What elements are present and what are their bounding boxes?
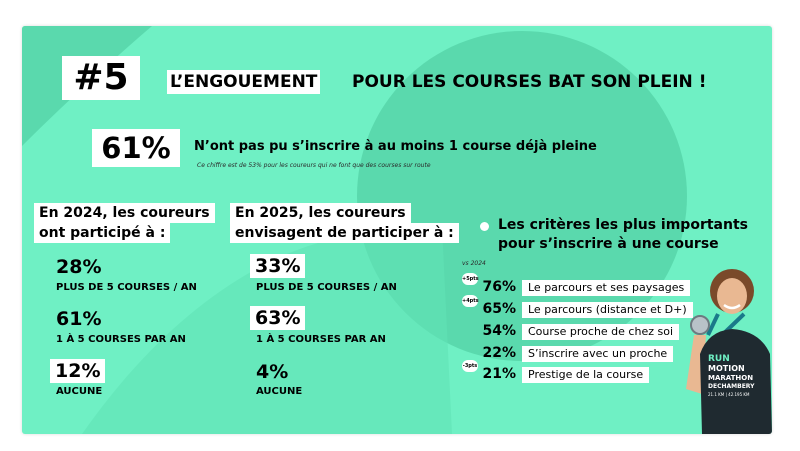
col2025-stat-3-pct: 4% — [256, 361, 289, 383]
shirt-text-4: DECHAMBERY — [708, 383, 755, 390]
criteria-2-badge: +4pts — [462, 295, 478, 307]
shirt-text-3: MARATHON — [708, 374, 754, 382]
col2024-stat-1-label: PLUS DE 5 COURSES / AN — [56, 282, 197, 293]
col2024-stat-3-pct: 12% — [50, 359, 105, 383]
medal-icon — [691, 316, 709, 334]
criteria-1-pct: 76% — [482, 279, 516, 295]
shirt-text-2: MOTION — [708, 364, 745, 373]
slide-number: #5 — [62, 56, 140, 100]
col2025-heading-1: En 2025, les coureurs — [230, 203, 411, 223]
headline-note: Ce chiffre est de 53% pour les coureurs qui ne font que des courses sur route — [197, 162, 431, 169]
col2025-stat-2-label: 1 À 5 COURSES PAR AN — [256, 334, 386, 345]
col2024-stat-2-pct: 61% — [56, 308, 102, 330]
slide — [22, 26, 772, 434]
criteria-3-pct: 54% — [482, 323, 516, 339]
criteria-5-badge: -3pts — [462, 360, 478, 372]
col2025-stat-2-pct: 63% — [250, 306, 305, 330]
criteria-4-pct: 22% — [482, 345, 516, 361]
col2024-stat-3-label: AUCUNE — [56, 386, 103, 397]
criteria-3-label: Course proche de chez soi — [522, 324, 679, 340]
bullet-dot — [480, 222, 489, 231]
criteria-2-pct: 65% — [482, 301, 516, 317]
criteria-2-label: Le parcours (distance et D+) — [522, 302, 693, 318]
criteria-5-label: Prestige de la course — [522, 367, 649, 383]
criteria-1-label: Le parcours et ses paysages — [522, 280, 690, 296]
title-rest: POUR LES COURSES BAT SON PLEIN ! — [352, 72, 707, 92]
col2025-stat-1-label: PLUS DE 5 COURSES / AN — [256, 282, 397, 293]
col2024-heading-2: ont participé à : — [34, 223, 170, 243]
col2024-stat-2-label: 1 À 5 COURSES PAR AN — [56, 334, 186, 345]
criteria-4-label: S’inscrire avec un proche — [522, 346, 673, 362]
headline-statement: N’ont pas pu s’inscrire à au moins 1 course déjà pleine — [194, 139, 597, 154]
col2024-heading-1: En 2024, les coureurs — [34, 203, 215, 223]
criteria-title-1: Les critères les plus importants — [498, 217, 748, 233]
criteria-5-pct: 21% — [482, 366, 516, 382]
title-highlight: L’ENGOUEMENT — [167, 70, 320, 94]
shirt-text-1: RUN — [708, 354, 730, 364]
headline-percentage: 61% — [92, 129, 180, 167]
shirt-text-5: 21.1 KM | 42.195 KM — [708, 392, 750, 397]
criteria-1-badge: +5pts — [462, 273, 478, 285]
col2024-stat-1-pct: 28% — [56, 256, 102, 278]
vs-2024-label: vs 2024 — [462, 260, 486, 267]
criteria-title-2: pour s’inscrire à une course — [498, 236, 719, 252]
col2025-stat-1-pct: 33% — [250, 254, 305, 278]
runner-photo — [678, 269, 772, 434]
col2025-stat-3-label: AUCUNE — [256, 386, 303, 397]
col2025-heading-2: envisagent de participer à : — [230, 223, 459, 243]
